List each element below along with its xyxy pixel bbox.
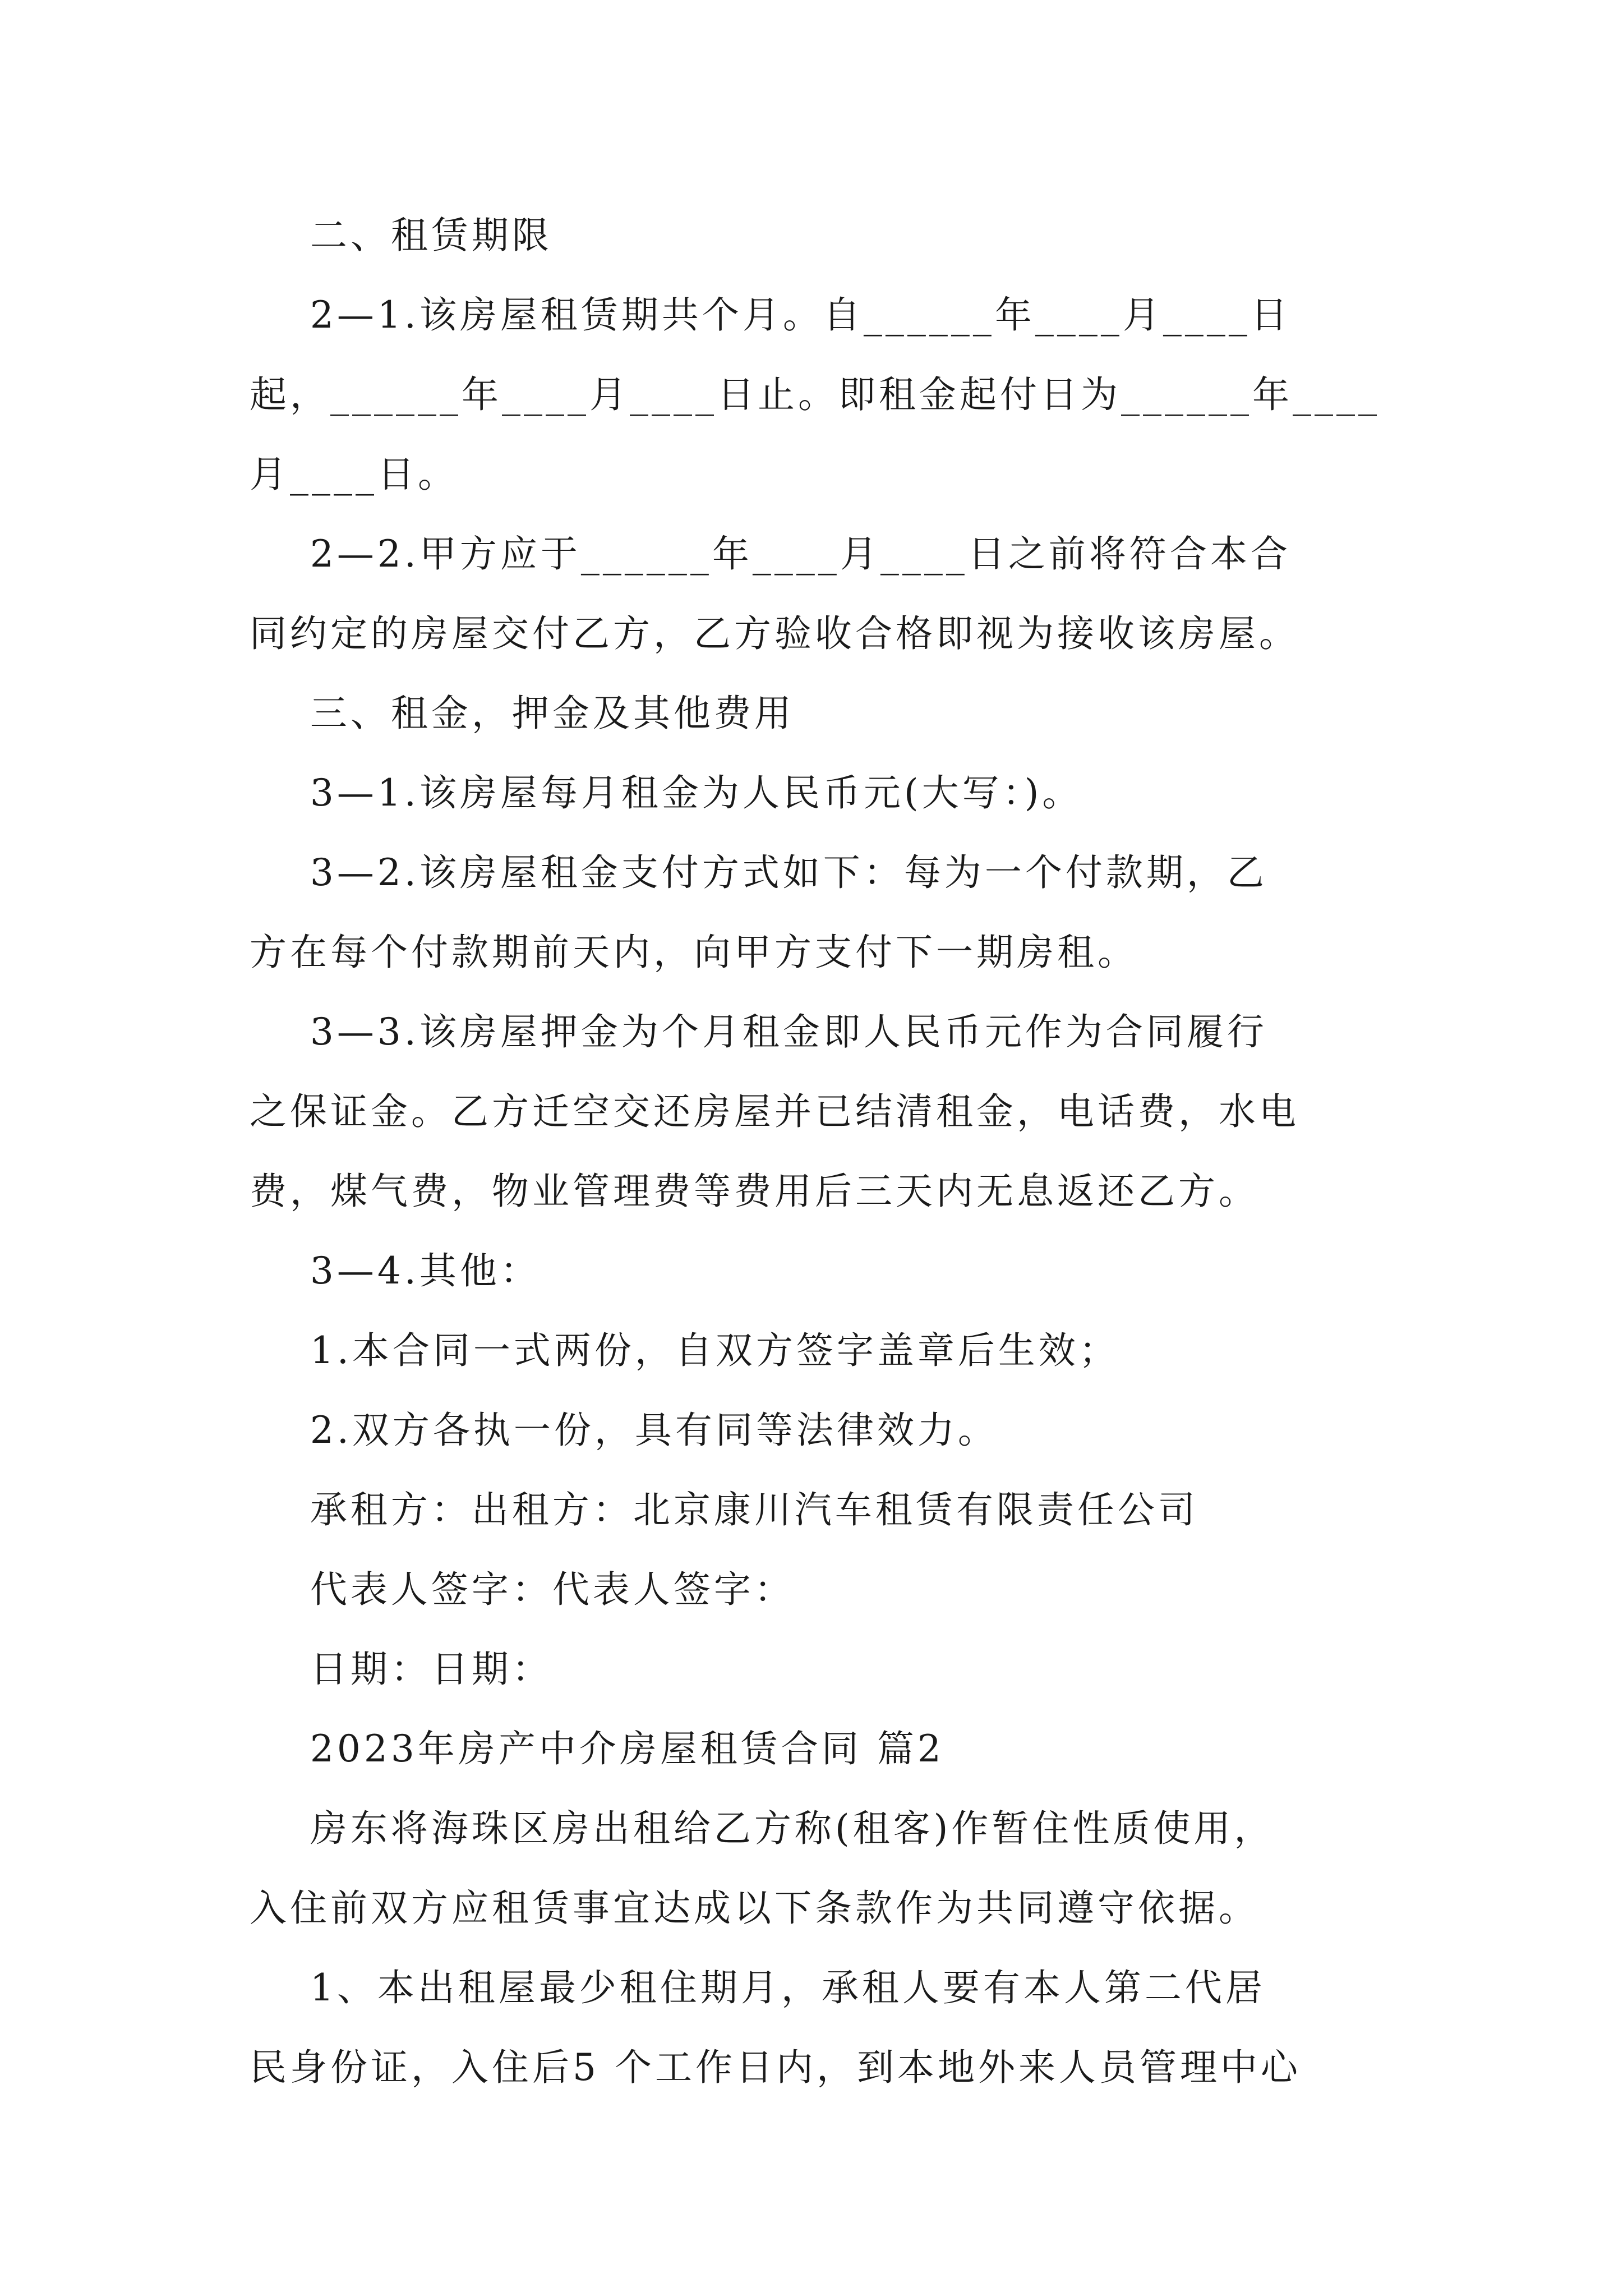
clause-3-1: 3—1.该房屋每月租金为人民币元(大写：)。 <box>250 771 1083 815</box>
date-line: 日期：日期： <box>250 1648 552 1691</box>
signature-line: 代表人签字：代表人签字： <box>250 1568 795 1611</box>
section-heading-lease-term: 二、租赁期限 <box>250 214 552 257</box>
contract-2-title: 2023年房产中介房屋租赁合同 篇2 <box>250 1727 944 1770</box>
contract-2-clause-1-line-2: 民身份证，入住后5 个工作日内，到本地外来人员管理中心 <box>250 2046 1301 2089</box>
parties-line: 承租方：出租方：北京康川汽车租赁有限责任公司 <box>250 1488 1198 1531</box>
clause-3-3-line-1: 3—3.该房屋押金为个月租金即人民币元作为合同履行 <box>250 1010 1267 1053</box>
clause-2-2-line-1: 2—2.甲方应于______年____月____日之前将符合本合 <box>250 532 1291 576</box>
item-2: 2.双方各执一份，具有同等法律效力。 <box>250 1409 998 1452</box>
clause-2-1-line-2: 起，______年____月____日止。即租金起付日为______年____ <box>250 373 1380 416</box>
clause-2-2-line-2: 同约定的房屋交付乙方，乙方验收合格即视为接收该房屋。 <box>250 612 1299 655</box>
clause-2-1-line-3: 月____日。 <box>250 453 458 496</box>
clause-3-3-line-3: 费，煤气费，物业管理费等费用后三天内无息返还乙方。 <box>250 1170 1259 1213</box>
section-heading-rent-deposit: 三、租金，押金及其他费用 <box>250 692 795 735</box>
contract-2-intro-line-1: 房东将海珠区房出租给乙方称(租客)作暂住性质使用， <box>250 1807 1275 1850</box>
contract-2-intro-line-2: 入住前双方应租赁事宜达成以下条款作为共同遵守依据。 <box>250 1887 1259 1930</box>
contract-2-clause-1-line-1: 1、本出租屋最少租住期月，承租人要有本人第二代居 <box>250 1966 1266 2009</box>
clause-3-2-line-2: 方在每个付款期前天内，向甲方支付下一期房租。 <box>250 931 1138 974</box>
clause-2-1-line-1: 2—1.该房屋租赁期共个月。自______年____月____日 <box>250 293 1291 337</box>
clause-3-4: 3—4.其他： <box>250 1249 541 1292</box>
item-1: 1.本合同一式两份，自双方签字盖章后生效； <box>250 1329 1119 1372</box>
clause-3-2-line-1: 3—2.该房屋租金支付方式如下：每为一个付款期，乙 <box>250 851 1267 894</box>
clause-3-3-line-2: 之保证金。乙方迁空交还房屋并已结清租金，电话费，水电 <box>250 1090 1299 1133</box>
